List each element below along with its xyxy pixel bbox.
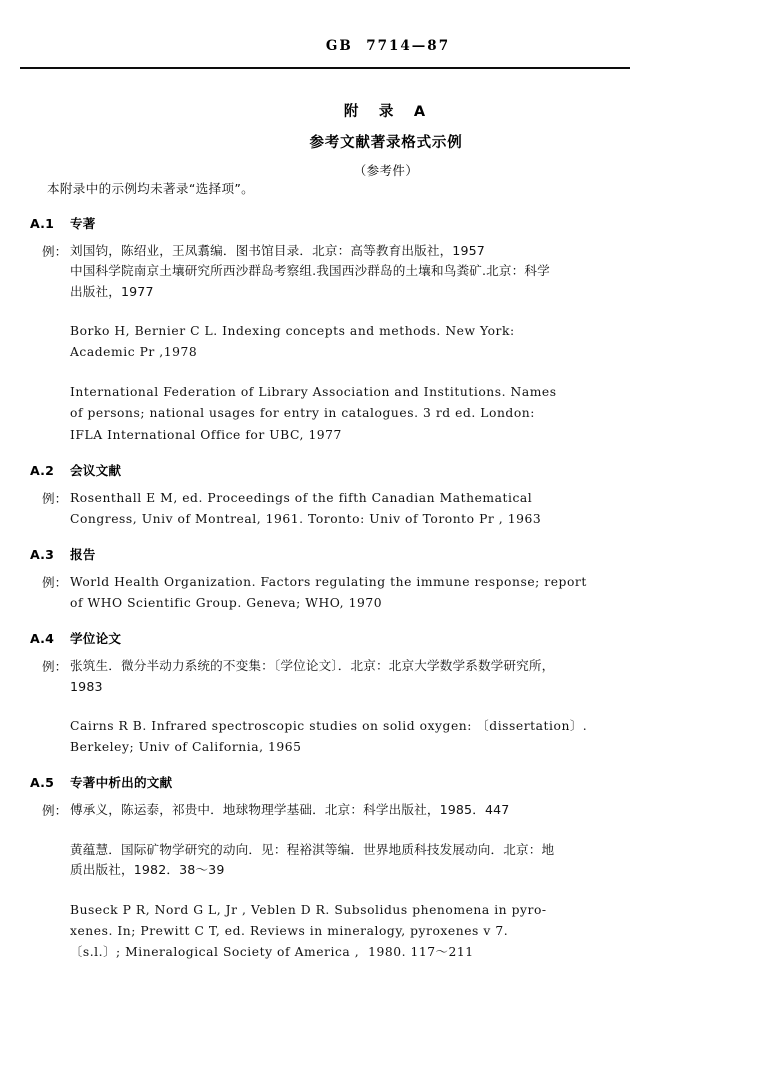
- reference-line: World Health Organization. Factors regulating the immune response; report: [70, 575, 587, 590]
- section-number: A.3: [30, 547, 55, 563]
- example-block: [42, 241, 663, 302]
- example-group: [0, 241, 758, 446]
- section-number: A.5: [30, 775, 55, 791]
- reference-line: International Federation of Library Association and Institutions. Names: [70, 385, 557, 400]
- standard-number: GB 7714—87: [325, 38, 451, 54]
- reference-line: of persons; national usages for entry in catalogues. 3 rd ed. London:: [70, 406, 535, 421]
- example-marker: 例：: [42, 803, 68, 819]
- section-name: 学位论文: [70, 631, 122, 647]
- reference-line: 中国科学院南京土壤研究所西沙群岛考察组.我国西沙群岛的土壤和鸟粪矿.北京：科学: [70, 263, 550, 279]
- reference-line: Academic Pr ,1978: [70, 345, 198, 360]
- example-group: [0, 572, 758, 614]
- section-a-1: [0, 213, 758, 446]
- section-a-4: [0, 628, 758, 758]
- reference-line: of WHO Scientific Group. Geneva; WHO, 1970: [70, 596, 383, 611]
- example-block: [70, 382, 663, 445]
- reference-line: 傅承义，陈运泰，祁贵中．地球物理学基础．北京：科学出版社，1985．447: [70, 802, 510, 818]
- section-name: 专著中析出的文献: [70, 775, 173, 791]
- example-marker: 例：: [42, 659, 68, 675]
- example-block: [42, 572, 663, 614]
- example-block: [70, 321, 663, 363]
- example-group: [0, 656, 758, 758]
- example-block: [42, 800, 663, 820]
- reference-line: xenes. In; Prewitt C T, ed. Reviews in mineralogy, pyroxenes v 7.: [70, 923, 509, 938]
- section-a-3: [0, 544, 758, 614]
- example-marker: 例：: [42, 243, 68, 259]
- reference-line: 质出版社，1982．38～39: [70, 862, 225, 878]
- appendix-title: 参考文献著录格式示例: [309, 135, 463, 151]
- reference-line: Berkeley; Univ of California, 1965: [70, 740, 302, 755]
- reference-line: 黄蕴慧．国际矿物学研究的动向．见：程裕淇等编．世界地质科技发展动向．北京：地: [70, 841, 555, 857]
- example-group: [0, 488, 758, 530]
- section-heading: [30, 628, 758, 647]
- section-number: A.1: [30, 215, 55, 231]
- sections-container: [0, 213, 758, 963]
- reference-line: Rosenthall E M, ed. Proceedings of the fifth Canadian Mathematical: [70, 490, 533, 505]
- section-number: A.2: [30, 462, 55, 478]
- example-block: [70, 716, 663, 758]
- example-marker: 例：: [42, 575, 68, 591]
- reference-line: 张筑生．微分半动力系统的不变集：〔学位论文〕．北京：北京大学数学系数学研究所，: [70, 658, 555, 674]
- reference-line: Buseck P R, Nord G L, Jr , Veblen D R. Subsolidus phenomena in pyro-: [70, 902, 547, 917]
- appendix-title-block: [0, 100, 758, 179]
- intro-paragraph: 本附录中的示例均未著录“选择项”。: [47, 181, 255, 196]
- appendix-subtitle: （参考件）: [353, 163, 419, 178]
- reference-line: Cairns R B. Infrared spectroscopic studies on solid oxygen: 〔dissertation〕.: [70, 719, 588, 734]
- section-name: 专著: [70, 215, 96, 231]
- document-body: [0, 180, 758, 963]
- section-heading: [30, 460, 758, 479]
- header-rule: [20, 67, 630, 69]
- section-name: 会议文献: [70, 462, 122, 478]
- example-block: [42, 488, 663, 530]
- reference-line: 出版社，1977: [70, 283, 154, 299]
- reference-line: 刘国钧，陈绍业，王凤翥编．图书馆目录．北京：高等教育出版社，1957: [70, 242, 485, 258]
- reference-line: Congress, Univ of Montreal, 1961. Toronto: Univ of Toronto Pr , 1963: [70, 511, 542, 526]
- section-a-5: [0, 772, 758, 963]
- reference-line: 〔s.l.〕; Mineralogical Society of America , 1980. 117～211: [70, 944, 474, 959]
- reference-line: Borko H, Bernier C L. Indexing concepts and methods. New York:: [70, 324, 515, 339]
- example-block: [42, 656, 663, 697]
- section-heading: [30, 772, 758, 791]
- section-a-2: [0, 460, 758, 530]
- example-block: [70, 900, 663, 963]
- section-heading: [30, 544, 758, 563]
- example-group: [0, 800, 758, 963]
- example-marker: 例：: [42, 490, 68, 506]
- reference-line: 1983: [70, 678, 103, 694]
- section-name: 报告: [70, 547, 96, 563]
- reference-line: IFLA International Office for UBC, 1977: [70, 427, 342, 442]
- appendix-label: 附 录 A: [343, 104, 429, 120]
- section-heading: [30, 213, 758, 232]
- example-block: [70, 840, 663, 881]
- section-number: A.4: [30, 631, 55, 647]
- page-header: [0, 38, 758, 80]
